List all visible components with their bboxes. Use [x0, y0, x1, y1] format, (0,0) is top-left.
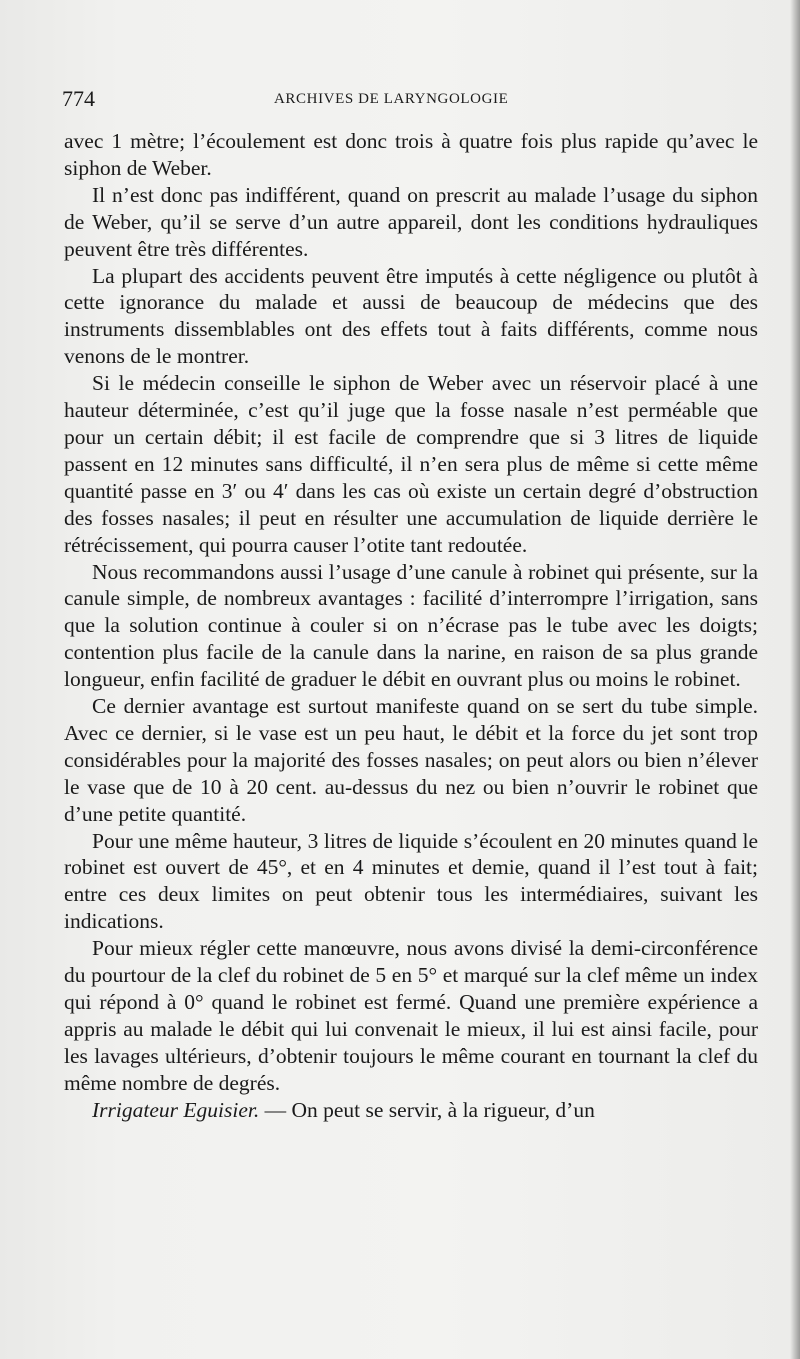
paragraph: Si le médecin conseille le siphon de Weber avec un réservoir placé à une hauteur déterminée, c’est qu’il juge que la fosse nasale n’est perméable que pour un certain débit; il est facile de comprendre que si 3 litres de liquide passent en 12 minutes sans difficulté, il n’en sera plus de même si cette même quantité passe en 3′ ou 4′ dans les cas où existe un certain degré d’obstruction des fosses nasales; il peut en résulter une accumulation de liquide derrière le rétrécissement, qui pourra causer l’otite tant redoutée.: [64, 371, 758, 557]
page-header: [62, 86, 562, 116]
paragraph: Pour mieux régler cette manœuvre, nous avons divisé la demi-circonférence du pourtour de la clef du robinet de 5 en 5° et marqué sur la clef même un index qui répond à 0° quand le robinet est fermé. Quand une première expérience a appris au malade le débit qui lui convenait le mieux, il lui est ainsi facile, pour les lavages ultérieurs, d’obtenir toujours le même courant en tournant la clef du même nombre de degrés.: [64, 936, 758, 1095]
paragraph-text: — On peut se servir, à la rigueur, d’un: [259, 1097, 595, 1122]
page-number: 774: [62, 86, 95, 111]
paragraph: Ce dernier avantage est surtout manifeste quand on se sert du tube simple. Avec ce dernier, si le vase est un peu haut, le débit et la force du jet sont trop considérables pour la majorité des fosses nasales; on peut alors ou bien n’élever le vase que de 10 à 20 cent. au-dessus du nez ou bien n’ouvrir le robinet que d’une petite quantité.: [64, 694, 758, 826]
paragraph: Il n’est donc pas indifférent, quand on prescrit au malade l’usage du siphon de Weber, qu’il se serve d’un autre appareil, dont les conditions hydrauliques peuvent être très différentes.: [64, 182, 758, 261]
body-text: [64, 128, 758, 1124]
paragraph: La plupart des accidents peuvent être imputés à cette négligence ou plutôt à cette ignorance du malade et aussi de beaucoup de médecins que des instruments dissemblables ont des effets tout à faits différents, comme nous venons de le montrer.: [64, 263, 758, 369]
running-title: ARCHIVES DE LARYNGOLOGIE: [274, 91, 509, 107]
paragraph-continuation: avec 1 mètre; l’écoulement est donc trois à quatre fois plus rapide qu’avec le siphon de Weber.: [64, 129, 758, 180]
page-edge-shadow: [790, 0, 800, 1359]
section-heading-italic: Irrigateur Eguisier.: [92, 1097, 260, 1122]
paragraph: Nous recommandons aussi l’usage d’une canule à robinet qui présente, sur la canule simple, de nombreux avantages : facilité d’interrompre l’irrigation, sans que la solution continue à couler si on n’écrase pas le tube avec les doigts; contention plus facile de la canule dans la narine, en raison de sa plus grande longueur, enfin facilité de graduer le débit en ouvrant plus ou moins le robinet.: [64, 559, 758, 692]
paragraph: Pour une même hauteur, 3 litres de liquide s’écoulent en 20 minutes quand le robinet est ouvert de 45°, et en 4 minutes et demie, quand il l’est tout à fait; entre ces deux limites on peut obtenir tous les intermédiaires, suivant les indications.: [64, 828, 758, 934]
paragraph-section-start: [64, 1097, 758, 1124]
